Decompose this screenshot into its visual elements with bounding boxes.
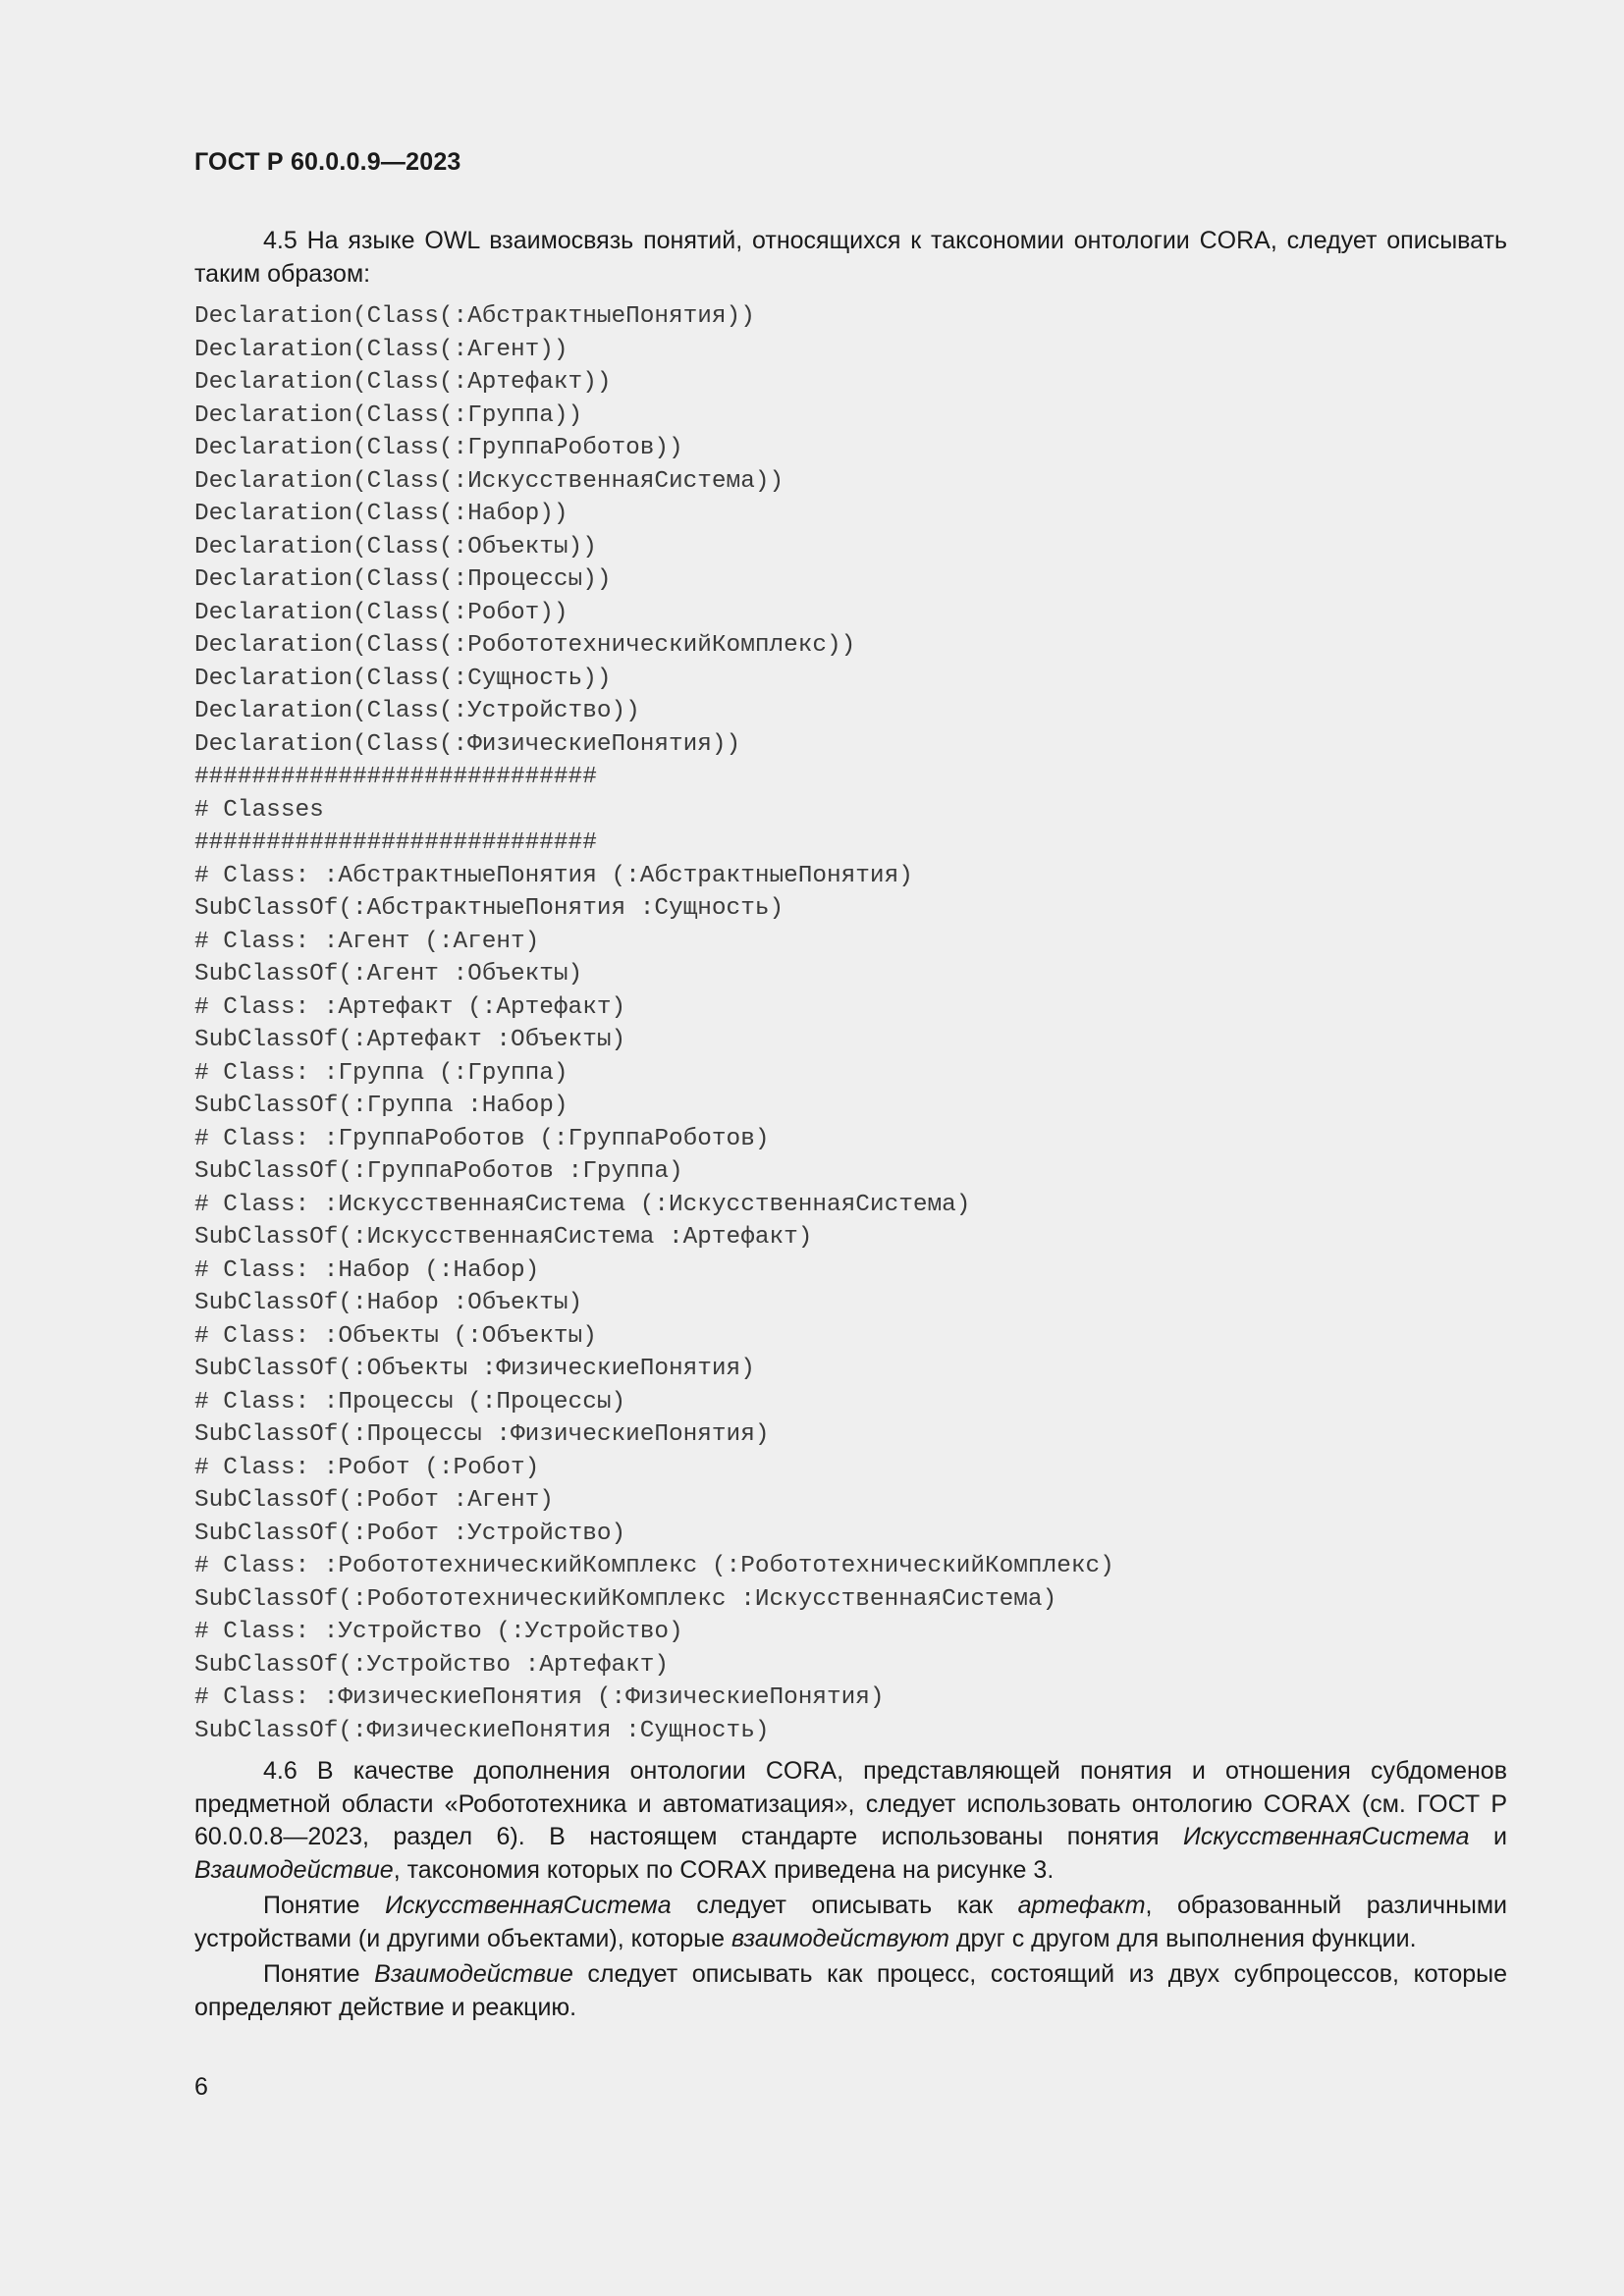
code-line: Declaration(Class(:Робот)) <box>194 599 568 626</box>
code-line: SubClassOf(:ГруппаРоботов :Группа) <box>194 1158 683 1185</box>
section-4-6-paragraph-1 <box>194 1755 1507 1887</box>
italic-term: ИскусственнаяСистема <box>1182 1823 1470 1850</box>
text-run: 4.6 В качестве дополнения онтологии CORA, представляющей понятия и отношения субдоменов предметной области «Робототехника и автоматизация», следует использовать онтологию CORAX (см. ГОСТ Р 60.0.0.8—2023, раздел 6). В настоящем стандарте использованы понятия <box>194 1757 1507 1850</box>
italic-term: артефакт <box>1017 1892 1146 1919</box>
code-line: Declaration(Class(:Артефакт)) <box>194 369 612 396</box>
code-line: SubClassOf(:ФизическиеПонятия :Сущность) <box>194 1717 770 1744</box>
text-run: и <box>1469 1823 1507 1850</box>
code-line: Declaration(Class(:ФизическиеПонятия)) <box>194 730 741 758</box>
text-run: Понятие <box>263 1892 386 1919</box>
code-line: Declaration(Class(:РобототехническийКомплекс)) <box>194 632 856 659</box>
code-line: ############################ <box>194 764 597 790</box>
code-line: SubClassOf(:Робот :Агент) <box>194 1487 554 1514</box>
code-line: Declaration(Class(:АбстрактныеПонятия)) <box>194 303 755 330</box>
code-line: SubClassOf(:ИскусственнаяСистема :Артефакт) <box>194 1224 813 1251</box>
italic-term: ИскусственнаяСистема <box>385 1892 672 1919</box>
italic-term: взаимодействуют <box>731 1924 949 1952</box>
code-line: # Class: :Процессы (:Процессы) <box>194 1388 626 1415</box>
code-line: SubClassOf(:АбстрактныеПонятия :Сущность) <box>194 895 785 922</box>
code-line: Declaration(Class(:Группа)) <box>194 401 583 429</box>
code-line: Declaration(Class(:ГруппаРоботов)) <box>194 435 683 461</box>
code-line: SubClassOf(:Набор :Объекты) <box>194 1290 583 1316</box>
section-4-6-paragraph-3 <box>194 1958 1507 2024</box>
code-line: # Class: :Набор (:Набор) <box>194 1256 540 1284</box>
code-line: SubClassOf(:Процессы :ФизическиеПонятия) <box>194 1421 770 1448</box>
code-line: SubClassOf(:РобототехническийКомплекс :ИскусственнаяСистема) <box>194 1585 1057 1613</box>
owl-code-block <box>194 300 1114 1747</box>
section-4-5 <box>194 225 1507 291</box>
code-line: # Class: :Артефакт (:Артефакт) <box>194 993 626 1021</box>
code-line: SubClassOf(:Робот :Устройство) <box>194 1520 626 1547</box>
text-run: следует описывать как процесс, состоящий из двух субпроцессов, которые определяют действие и реакцию. <box>194 1960 1508 2021</box>
code-line: SubClassOf(:Группа :Набор) <box>194 1093 568 1119</box>
text-run: следует описывать как <box>671 1892 1018 1919</box>
text-run: , таксономия которых по CORAX приведена на рисунке 3. <box>393 1855 1055 1884</box>
code-line: SubClassOf(:Устройство :Артефакт) <box>194 1651 670 1679</box>
code-line: # Classes <box>194 796 324 824</box>
code-line: SubClassOf(:Агент :Объекты) <box>194 961 583 988</box>
code-line: # Class: :ГруппаРоботов (:ГруппаРоботов) <box>194 1125 770 1152</box>
code-line: Declaration(Class(:Набор)) <box>194 501 568 527</box>
page-header-title: ГОСТ Р 60.0.0.9—2023 <box>194 148 461 176</box>
section-4-6-paragraph-2 <box>194 1890 1507 1955</box>
text-run: друг с другом для выполнения функции. <box>948 1924 1417 1952</box>
code-line: # Class: :Робот (:Робот) <box>194 1454 540 1481</box>
code-line: Declaration(Class(:Объекты)) <box>194 533 597 561</box>
code-line: Declaration(Class(:Сущность)) <box>194 665 612 692</box>
code-line: # Class: :РобототехническийКомплекс (:РобототехническийКомплекс) <box>194 1553 1114 1579</box>
code-line: ############################ <box>194 829 597 856</box>
code-line: # Class: :Объекты (:Объекты) <box>194 1322 597 1350</box>
text-run: , образованный различными устройствами (и другими объектами), которые <box>194 1892 1508 1952</box>
italic-term: Взаимодействие <box>194 1855 394 1884</box>
code-line: Declaration(Class(:Процессы)) <box>194 566 612 593</box>
code-line: SubClassOf(:Артефакт :Объекты) <box>194 1027 626 1053</box>
code-line: # Class: :Агент (:Агент) <box>194 928 540 955</box>
code-line: Declaration(Class(:Устройство)) <box>194 698 640 724</box>
text-run: Понятие <box>263 1960 375 1988</box>
code-line: Declaration(Class(:Агент)) <box>194 336 568 363</box>
section-4-5-paragraph: 4.5 На языке OWL взаимосвязь понятий, относящихся к таксономии онтологии CORA, следует описывать таким образом: <box>194 227 1507 288</box>
code-line: SubClassOf(:Объекты :ФизическиеПонятия) <box>194 1356 755 1382</box>
code-line: Declaration(Class(:ИскусственнаяСистема)) <box>194 467 785 495</box>
code-line: # Class: :Группа (:Группа) <box>194 1059 568 1087</box>
page-number: 6 <box>194 2073 208 2101</box>
italic-term: Взаимодействие <box>374 1960 573 1988</box>
code-line: # Class: :АбстрактныеПонятия (:АбстрактныеПонятия) <box>194 862 913 889</box>
code-line: # Class: :ФизическиеПонятия (:ФизическиеПонятия) <box>194 1684 885 1711</box>
code-line: # Class: :Устройство (:Устройство) <box>194 1619 683 1645</box>
section-4-6 <box>194 1755 1507 2027</box>
code-line: # Class: :ИскусственнаяСистема (:ИскусственнаяСистема) <box>194 1191 971 1218</box>
